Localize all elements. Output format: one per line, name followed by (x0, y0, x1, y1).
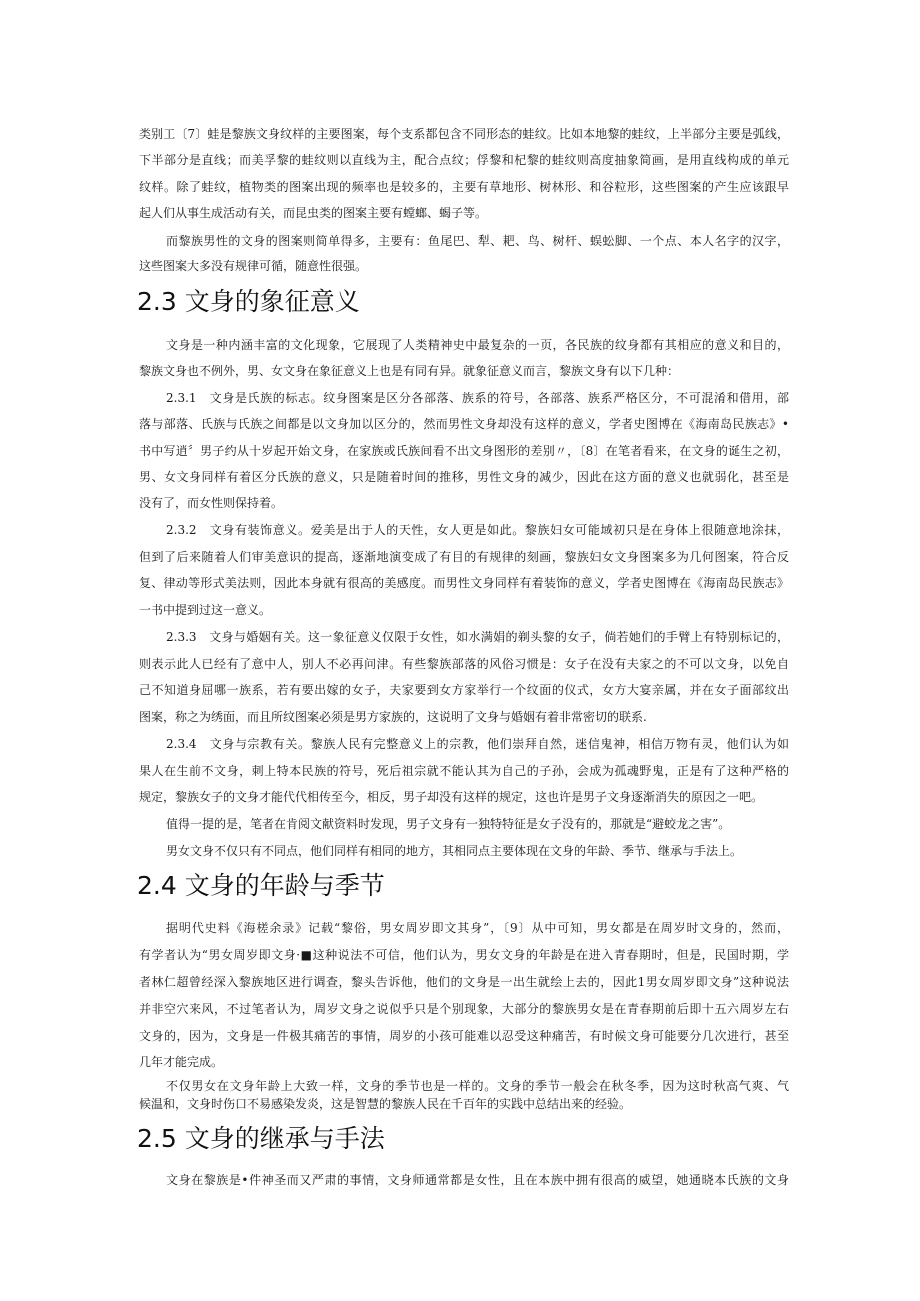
body-line: 有学者认为“男女周岁即文身·■这种说法不可信，他们认为，男女文身的年龄是在进入青春期时，但是，民国时期，学 (139, 948, 789, 962)
body-line: 下半部分是直线；而美孚黎的蛙纹则以直线为主，配合点纹；俘黎和杞黎的蛙纹则高度抽象简画，是用直线构成的单元 (139, 153, 789, 167)
body-line: 类别工〔7〕蛙是黎族文身纹样的主要图案，每个支系都包含不同形态的蛙纹。比如本地黎的蛙纹，上半部分主要是弧线， (139, 127, 789, 141)
body-line: 落与部落、氏族与氏族之间都是以文身加以区分的，然而男性文身却没有这样的意义，学者史图博在《海南岛民族志》• (139, 417, 789, 431)
body-line: 文身在黎族是•件神圣而又严肃的事情，文身师通常都是女性，且在本族中拥有很高的威望，她通晓本氏族的文身 (166, 1173, 789, 1187)
section-title: 文身的继承与手法 (184, 1124, 385, 1153)
body-line: 者林仁超曾经深入黎族地区进行调查，黎头告诉他，他们的文身是一出生就绘上去的，因此1男女周岁即文身”这种说法 (139, 975, 789, 989)
section-number: 2.5 (137, 1124, 177, 1153)
body-line: 2.3.2 文身有装饰意义。爱美是出于人的天性，女人更是如此。黎族妇女可能域初只是在身体上很随意地涂抹， (166, 523, 789, 537)
body-line: 但到了后来随着人们审美意识的提高，逐渐地演变成了有目的有规律的刻画，黎族妇女文身图案多为几何图案，符合反 (139, 550, 789, 564)
body-line: 己不知道身屈哪一族系，若有要出嫁的女子，夫家要到女方家举行一个纹面的仪式，女方大宴亲属，并在女子面部纹出 (139, 683, 789, 697)
body-line: 不仅男女在文身年龄上大致一样，文身的季节也是一样的。文身的季节一般会在秋冬季，因为这时秋高气爽、气 (166, 1079, 789, 1093)
section-title: 文身的象征意义 (184, 287, 360, 316)
body-line: 2.3.1 文身是氏族的标志。纹身图案是区分各部落、族系的符号，各部落、族系严格区分，不可混淆和借用，部 (166, 391, 789, 405)
section-heading-2-4 (137, 871, 385, 901)
body-line: 2.3.3 文身与婚姻有关。这一象征意义仅限于女性，如水满娟的剃头黎的女子，倘若她们的手臂上有特别标记的， (166, 630, 789, 644)
body-line: 文身是一种内涵丰富的文化现象，它展现了人类精神史中最复杂的一页，各民族的纹身都有其相应的意义和目的， (166, 338, 789, 352)
body-line: 没有了，而女性则保持着。 (139, 496, 284, 510)
body-line: 复、律动等形式美法则，因此本身就有很高的美感度。而男性文身同样有着装饰的意义，学者史图博在《海南岛民族志》 (139, 576, 789, 590)
body-line: 书中写逍〞男子约从十岁起开始文身，在家族或氏族间看不出文身图形的差别〃，〔8〕在笔者看来，在文身的诞生之初， (139, 444, 789, 458)
body-line: 起人们从事生成活动有关，而昆虫类的图案主要有螳螂、蝎子等。 (139, 206, 488, 220)
body-line: 则表示此人已经有了意中人，别人不必再问津。有些黎族部落的风俗习惯是：女子在没有夫家之的不可以文身，以免自 (139, 657, 789, 671)
section-title: 文身的年龄与季节 (184, 871, 385, 900)
body-line: 而黎族男性的文身的图案则简单得多，主要有：鱼尾巴、犁、耙、鸟、树杆、蜈蚣脚、一个点、本人名字的汉字， (166, 234, 789, 248)
body-line: 果人在生前不文身，刺上特本民族的符号，死后祖宗就不能认其为自己的子孙，会成为孤魂野鬼，正是有了这种严格的 (139, 764, 789, 778)
body-line: 候温和，文身时伤口不易感染发炎，这是智慧的黎族人民在千百年的实践中总结出来的经验。 (139, 1097, 632, 1111)
body-line: 男女文身不仅只有不同点，他们同样有相同的地方，其相同点主要体现在文身的年龄、季节、继承与手法上。 (166, 844, 743, 858)
body-line: 据明代史料《海槎余录》记载“黎俗，男女周岁即文其身”，〔9〕从中可知，男女都是在周岁时文身的，然而， (166, 921, 789, 935)
body-line: 2.3.4 文身与宗教有关。黎族人民有完整意义上的宗教，他们崇拜自然，迷信鬼神，相信万物有灵，他们认为如 (166, 737, 789, 751)
body-line: 规定，黎族女子的文身才能代代相传至今，相反，男子却没有这样的规定，这也许是男子文身逐渐消失的原因之一吧。 (139, 790, 764, 804)
body-line: 纹样。除了蛙纹，植物类的图案出现的频率也是较多的，主要有草地形、树林形、和谷粒形，这些图案的产生应该跟早 (139, 180, 789, 194)
body-line: 几年才能完成。 (139, 1055, 224, 1069)
body-line: 图案，称之为绣面，而且所纹图案必须是男方家族的，这说明了文身与婚姻有着非常密切的联系. (139, 710, 647, 724)
body-line: 男、女文身同样有着区分氏族的意义，只是随着时间的推移，男性文身的减少，因此在这方面的意义也就弱化，甚至是 (139, 470, 789, 484)
section-number: 2.3 (137, 287, 177, 316)
section-number: 2.4 (137, 871, 177, 900)
body-line: 黎族文身也不例外，男、女文身在象征意义上也是有同有异。就象征意义而言，黎族文身有以下几种： (139, 364, 680, 378)
body-line: 这些图案大多没有规律可循，随意性很强。 (139, 259, 368, 273)
body-line: 一书中提到过这一意义。 (139, 603, 272, 617)
body-line: 并非空穴来风，不过笔者认为，周岁文身之说似乎只是个别现象，大部分的黎族男女是在青春期前后即十五六周岁左右 (139, 1002, 789, 1016)
section-heading-2-3 (137, 287, 360, 317)
body-line: 值得一提的是，笔者在肯阅文献资料时发现，男子文身有一独特特征是女子没有的，那就是“避蛟龙之害”。 (166, 817, 731, 831)
body-line: 文身的，因为，文身是一件极其痛苦的事情，周岁的小孩可能难以忍受这种痛苦，有时候文身可能要分几次进行，甚至 (139, 1029, 789, 1043)
section-heading-2-5 (137, 1124, 385, 1154)
